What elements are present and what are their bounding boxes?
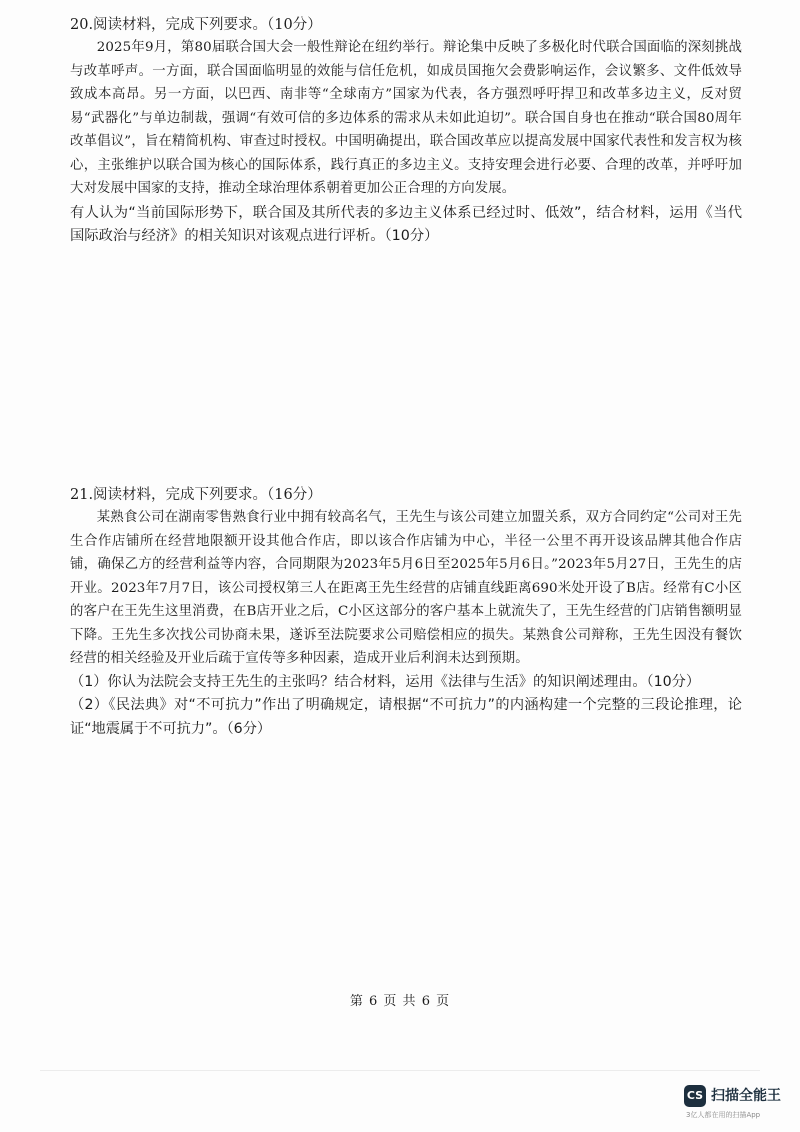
page-number: 第 6 页 共 6 页 — [349, 994, 451, 1009]
scan-edge-line — [40, 1070, 760, 1071]
scanner-watermark — [684, 1085, 790, 1125]
question-21-material: 某熟食公司在湖南零售熟食行业中拥有较高名气，王先生与该公司建立加盟关系，双方合同约定“公司对王先生合作店铺所在经营地限额开设其他合作店，即以该合作店铺为中心，半径一公里不再开设该品牌其他合作店铺，确保乙方的经营利益等内容，合同期限为2023年5月6日至2025年5月6日。”2023年5月27日，王先生的店开业。2023年7月7日，该公司授权第三人在距离王先生经营的店铺直线距离690米处开设了B店。经常有C小区的客户在王先生这里消费，在B店开业之后，C小区这部分的客户基本上就流失了，王先生经营的门店销售额明显下降。王先生多次找公司协商未果，遂诉至法院要求公司赔偿相应的损失。某熟食公司辩称，王先生因没有餐饮经营的相关经验及开业后疏于宣传等多种因素，造成开业后利润未达到预期。 — [70, 510, 742, 666]
question-20-task: 有人认为“当前国际形势下，联合国及其所代表的多边主义体系已经过时、低效”，结合材料，运用《当代国际政治与经济》的相关知识对该观点进行评析。（10分） — [70, 204, 742, 244]
scanner-app-tagline: 3亿人都在用的扫描App — [686, 1111, 761, 1119]
question-20-title: 20.阅读材料，完成下列要求。（10分） — [70, 17, 322, 33]
camscanner-logo-icon: CS — [684, 1085, 706, 1107]
scanner-app-name: 扫描全能王 — [711, 1088, 781, 1104]
question-20 — [70, 14, 742, 248]
question-21-subtask-2: （2）《民法典》对“不可抗力”作出了明确规定，请根据“不可抗力”的内涵构建一个完整的三段论推理，论证“地震属于不可抗力”。（6分） — [70, 697, 742, 737]
question-21 — [70, 484, 742, 741]
question-21-subtask-1: （1）你认为法院会支持王先生的主张吗？结合材料，运用《法律与生活》的知识阐述理由。（10分） — [70, 673, 701, 690]
question-21-title: 21.阅读材料，完成下列要求。（16分） — [70, 487, 322, 503]
question-20-material: 2025年9月，第80届联合国大会一般性辩论在纽约举行。辩论集中反映了多极化时代联合国面临的深刻挑战与改革呼声。一方面，联合国面临明显的效能与信任危机，如成员国拖欠会费影响运作，会议繁多、文件低效导致成本高昂。另一方面，以巴西、南非等“全球南方”国家为代表，各方强烈呼吁捍卫和改革多边主义，反对贸易“武器化”与单边制裁，强调“有效可信的多边体系的需求从未如此迫切”。联合国自身也在推动“联合国80周年改革倡议”，旨在精简机构、审查过时授权。中国明确提出，联合国改革应以提高发展中国家代表性和发言权为核心，主张维护以联合国为核心的国际体系，践行真正的多边主义。支持安理会进行必要、合理的改革，并呼吁加大对发展中国家的支持，推动全球治理体系朝着更加公正合理的方向发展。 — [70, 40, 742, 196]
